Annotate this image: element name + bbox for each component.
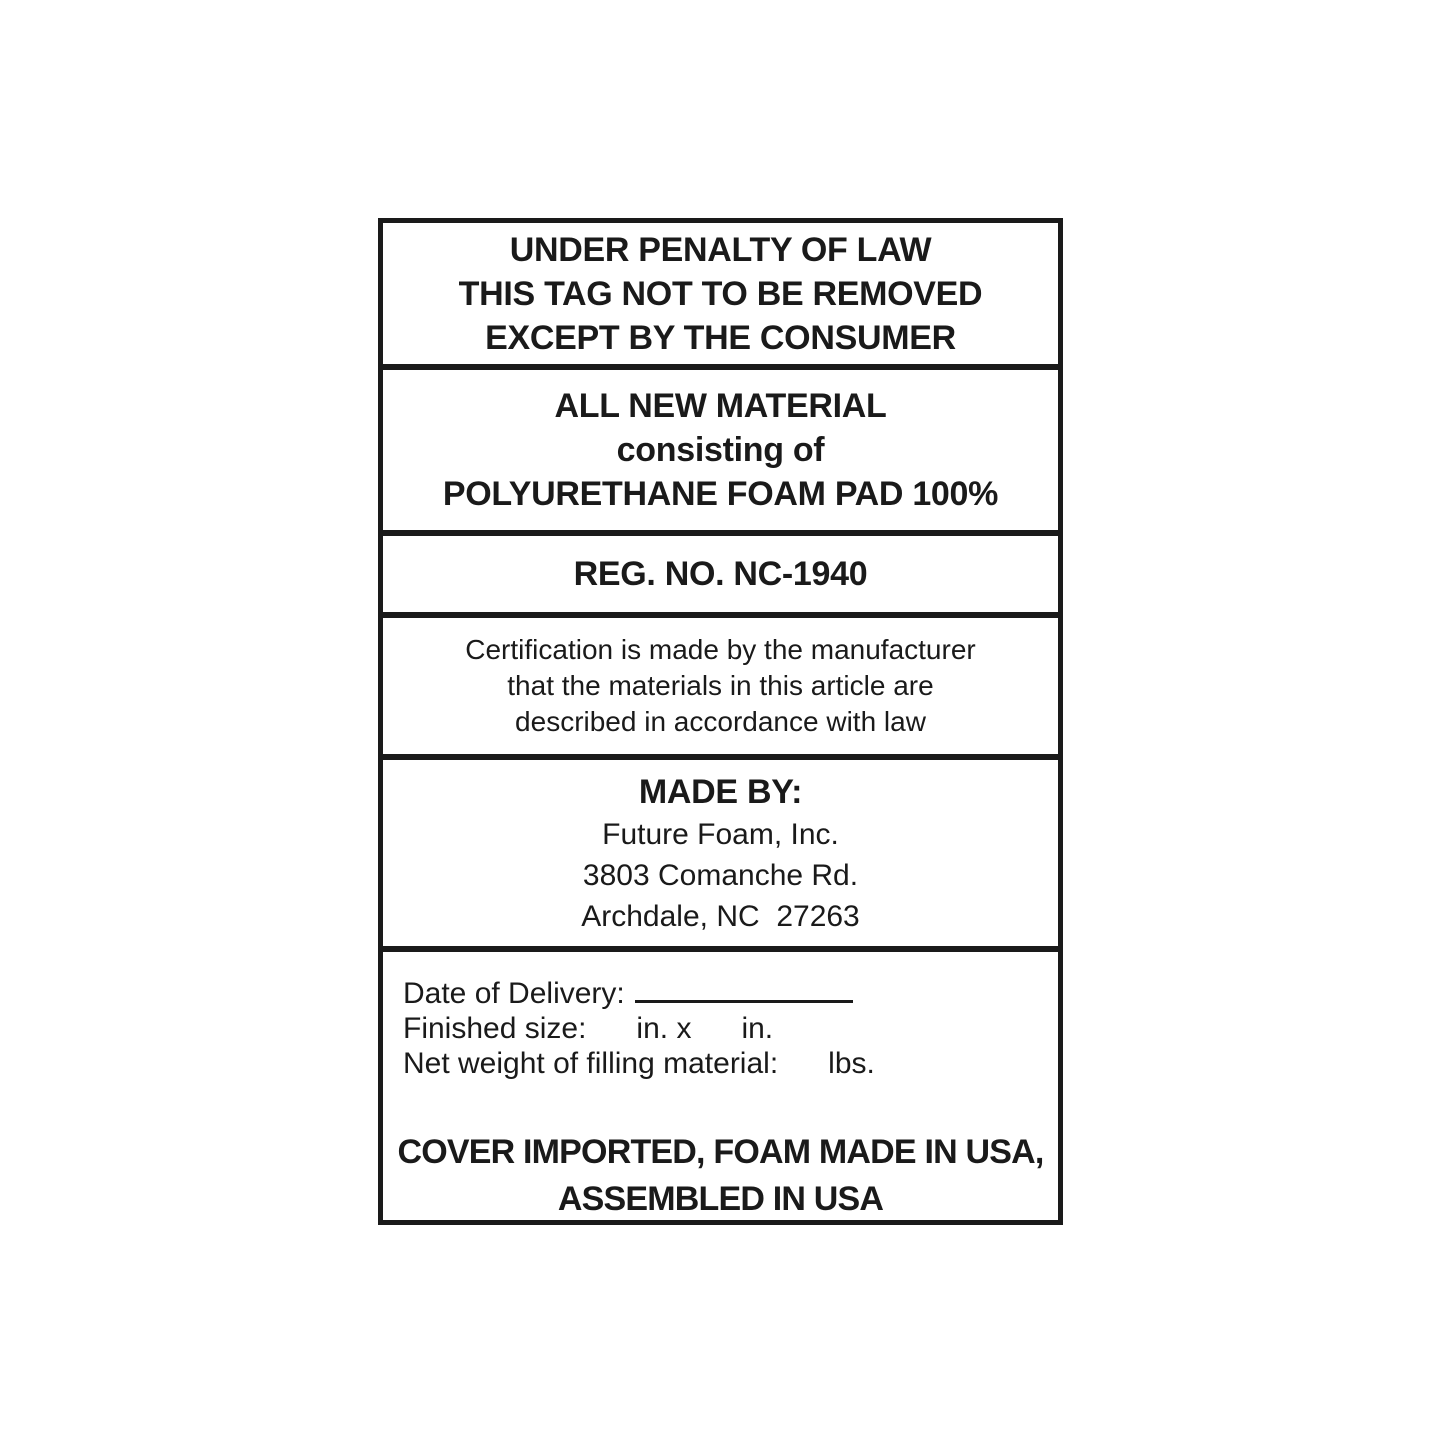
details-section xyxy=(383,952,1058,1223)
material-contents-section xyxy=(383,370,1058,536)
date-of-delivery-label: Date of Delivery: xyxy=(403,977,625,1010)
net-weight-row: Net weight of filling material: lbs. xyxy=(403,1047,875,1080)
law-tag-label xyxy=(378,218,1063,1225)
certification-line-3: described in accordance with law xyxy=(515,706,926,737)
registration-number: REG. NO. NC-1940 xyxy=(573,555,868,593)
certification-line-2: that the materials in this article are xyxy=(507,670,934,701)
finished-size-row: Finished size: in. x in. xyxy=(403,1012,774,1045)
material-line-2: consisting of xyxy=(616,431,825,469)
made-by-section xyxy=(383,760,1058,952)
origin-line-1: COVER IMPORTED, FOAM MADE IN USA, xyxy=(397,1133,1044,1171)
material-line-1: ALL NEW MATERIAL xyxy=(554,387,887,425)
certification-line-1: Certification is made by the manufacturer xyxy=(465,634,976,665)
penalty-line-2: THIS TAG NOT TO BE REMOVED xyxy=(458,274,983,313)
manufacturer-city-state-zip: Archdale, NC 27263 xyxy=(581,899,860,933)
manufacturer-name: Future Foam, Inc. xyxy=(602,817,839,851)
penalty-line-1: UNDER PENALTY OF LAW xyxy=(509,230,932,269)
manufacturer-street: 3803 Comanche Rd. xyxy=(582,858,859,892)
penalty-line-3: EXCEPT BY THE CONSUMER xyxy=(485,318,956,357)
made-by-heading: MADE BY: xyxy=(638,772,803,811)
certification-section xyxy=(383,618,1058,760)
registration-section xyxy=(383,536,1058,618)
material-line-3: POLYURETHANE FOAM PAD 100% xyxy=(442,475,999,513)
date-of-delivery-blank xyxy=(635,979,853,1003)
origin-statement xyxy=(383,1129,1058,1223)
penalty-notice-section xyxy=(383,223,1058,370)
date-of-delivery-row xyxy=(383,976,1058,1011)
origin-line-2: ASSEMBLED IN USA xyxy=(557,1180,884,1218)
